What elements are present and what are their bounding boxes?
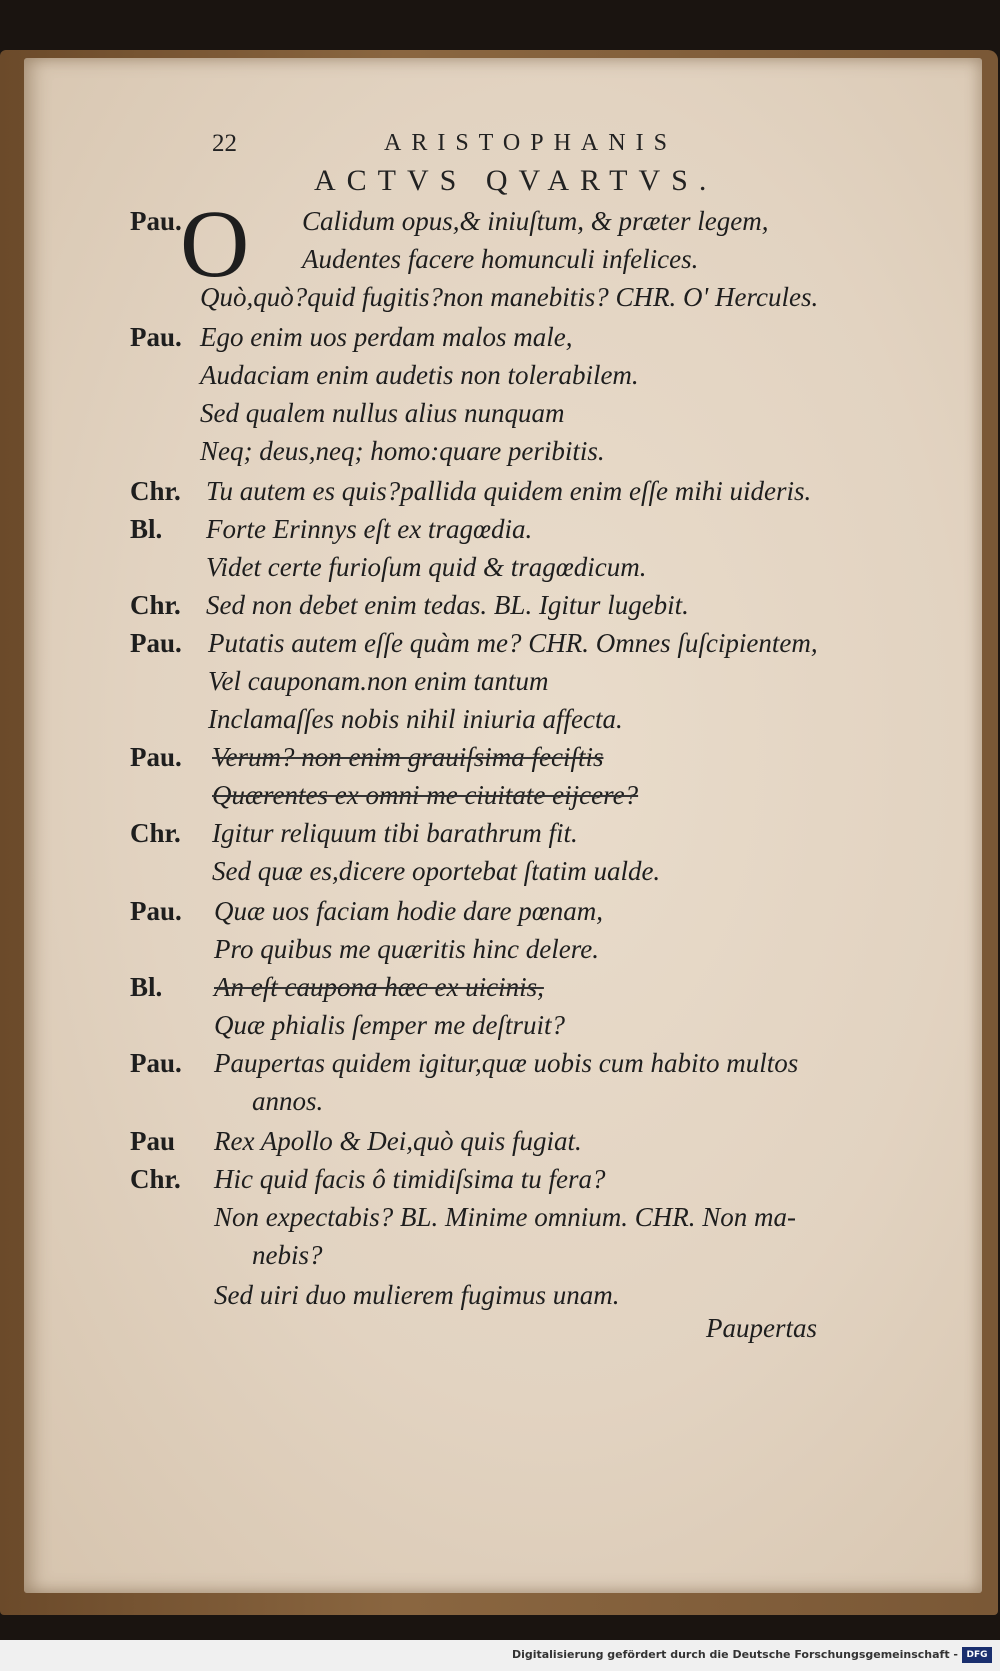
verse-line: [0, 818, 958, 856]
verse-text: Inclamaſſes nobis nihil iniuria affecta.: [208, 704, 623, 734]
verse-text: Quæ phialis ſemper me deſtruit?: [214, 1010, 565, 1040]
verse-line: [0, 1240, 958, 1278]
verse-line: [0, 206, 958, 244]
verse-text: Videt certe furioſum quid & tragœdicum.: [206, 552, 647, 582]
verse-text: Hic quid facis ô timidiſsima tu fera?: [214, 1164, 606, 1194]
speaker-label: Pau.: [130, 742, 182, 772]
verse-text: Vel cauponam.non enim tantum: [208, 666, 549, 696]
speaker-label: Pau.: [130, 896, 182, 926]
verse-line: [0, 590, 958, 628]
verse-line: [0, 666, 958, 704]
digitization-footer: [0, 1640, 1000, 1671]
verse-text: An eſt caupona hæc ex uicinis,: [214, 972, 544, 1002]
verse-line: [0, 360, 958, 398]
verse-text: Paupertas quidem igitur,quæ uobis cum habito multos: [214, 1048, 799, 1078]
verse-text: Igitur reliquum tibi barathrum fit.: [212, 818, 578, 848]
speaker-label: Bl.: [130, 972, 163, 1002]
verse-text: Verum? non enim grauiſsima feciſtis: [212, 742, 604, 772]
verse-text: Quærentes ex omni me ciuitate eijcere?: [212, 780, 639, 810]
catchword: Paupertas: [706, 1313, 817, 1343]
verse-line: [0, 1126, 958, 1164]
verse-line: [0, 780, 958, 818]
verse-text: Sed non debet enim tedas. BL. Igitur lugebit.: [206, 590, 689, 620]
verse-line: [0, 1010, 958, 1048]
verse-line: [0, 514, 958, 552]
verse-line: [0, 436, 958, 474]
verse-line: [0, 742, 958, 780]
speaker-label: Pau.: [130, 206, 182, 236]
verse-text: Quò,quò?quid fugitis?non manebitis? CHR. O' Hercules.: [200, 282, 819, 312]
verse-line: [0, 628, 958, 666]
running-title: ARISTOPHANIS: [384, 130, 677, 156]
verse-line: [0, 1048, 958, 1086]
act-title: ACTVS QVARTVS.: [314, 164, 718, 197]
verse-line: [0, 552, 958, 590]
verse-line: [0, 244, 958, 282]
verse-text: Rex Apollo & Dei,quò quis fugiat.: [214, 1126, 582, 1156]
speaker-label: Pau.: [130, 322, 182, 352]
verse-line: [0, 704, 958, 742]
speaker-label: Pau: [130, 1126, 176, 1156]
speaker-label: Chr.: [130, 1164, 181, 1194]
verse-line: [0, 934, 958, 972]
verse-text: Calidum opus,& iniuſtum, & præter legem,: [302, 206, 769, 236]
verse-text: Sed quæ es,dicere oportebat ſtatim ualde.: [212, 856, 661, 886]
drop-capital: O: [180, 190, 250, 297]
speaker-label: Chr.: [130, 590, 181, 620]
verse-text: Non expectabis? BL. Minime omnium. CHR. Non ma-: [214, 1202, 796, 1232]
verse-line: [0, 322, 958, 360]
verse-text: Audaciam enim audetis non tolerabilem.: [200, 360, 639, 390]
verse-line: [0, 1202, 958, 1240]
verse-line: [0, 972, 958, 1010]
speaker-label: Chr.: [130, 818, 181, 848]
verse-text: Putatis autem eſſe quàm me? CHR. Omnes ſuſcipientem,: [208, 628, 818, 658]
verse-text: Neq; deus,neq; homo:quare peribitis.: [200, 436, 605, 466]
verse-line: [0, 1086, 958, 1124]
verse-text: annos.: [252, 1086, 324, 1116]
verse-text: Sed uiri duo mulierem fugimus unam.: [214, 1280, 620, 1310]
page-number: 22: [212, 130, 237, 157]
verse-line: [0, 398, 958, 436]
verse-text: Audentes facere homunculi infelices.: [302, 244, 699, 274]
verse-line: [0, 856, 958, 894]
speaker-label: Pau.: [130, 1048, 182, 1078]
dfg-logo-icon: DFG: [962, 1647, 992, 1663]
verse-line: [0, 1164, 958, 1202]
verse-line: [0, 896, 958, 934]
speaker-label: Bl.: [130, 514, 163, 544]
verse-line: [0, 476, 958, 514]
verse-text: Forte Erinnys eſt ex tragœdia.: [206, 514, 533, 544]
verse-text: Sed qualem nullus alius nunquam: [200, 398, 565, 428]
verse-text: Ego enim uos perdam malos male,: [200, 322, 573, 352]
verse-line: [0, 282, 958, 320]
verse-text: Pro quibus me quæritis hinc delere.: [214, 934, 599, 964]
speaker-label: Pau.: [130, 628, 182, 658]
speaker-label: Chr.: [130, 476, 181, 506]
verse-text: Quæ uos faciam hodie dare pœnam,: [214, 896, 603, 926]
verse-text: Tu autem es quis?pallida quidem enim eſſe mihi uideris.: [206, 476, 812, 506]
funding-notice: Digitalisierung gefördert durch die Deutsche Forschungsgemeinschaft -: [511, 1648, 958, 1661]
verse-text: nebis?: [252, 1240, 323, 1270]
